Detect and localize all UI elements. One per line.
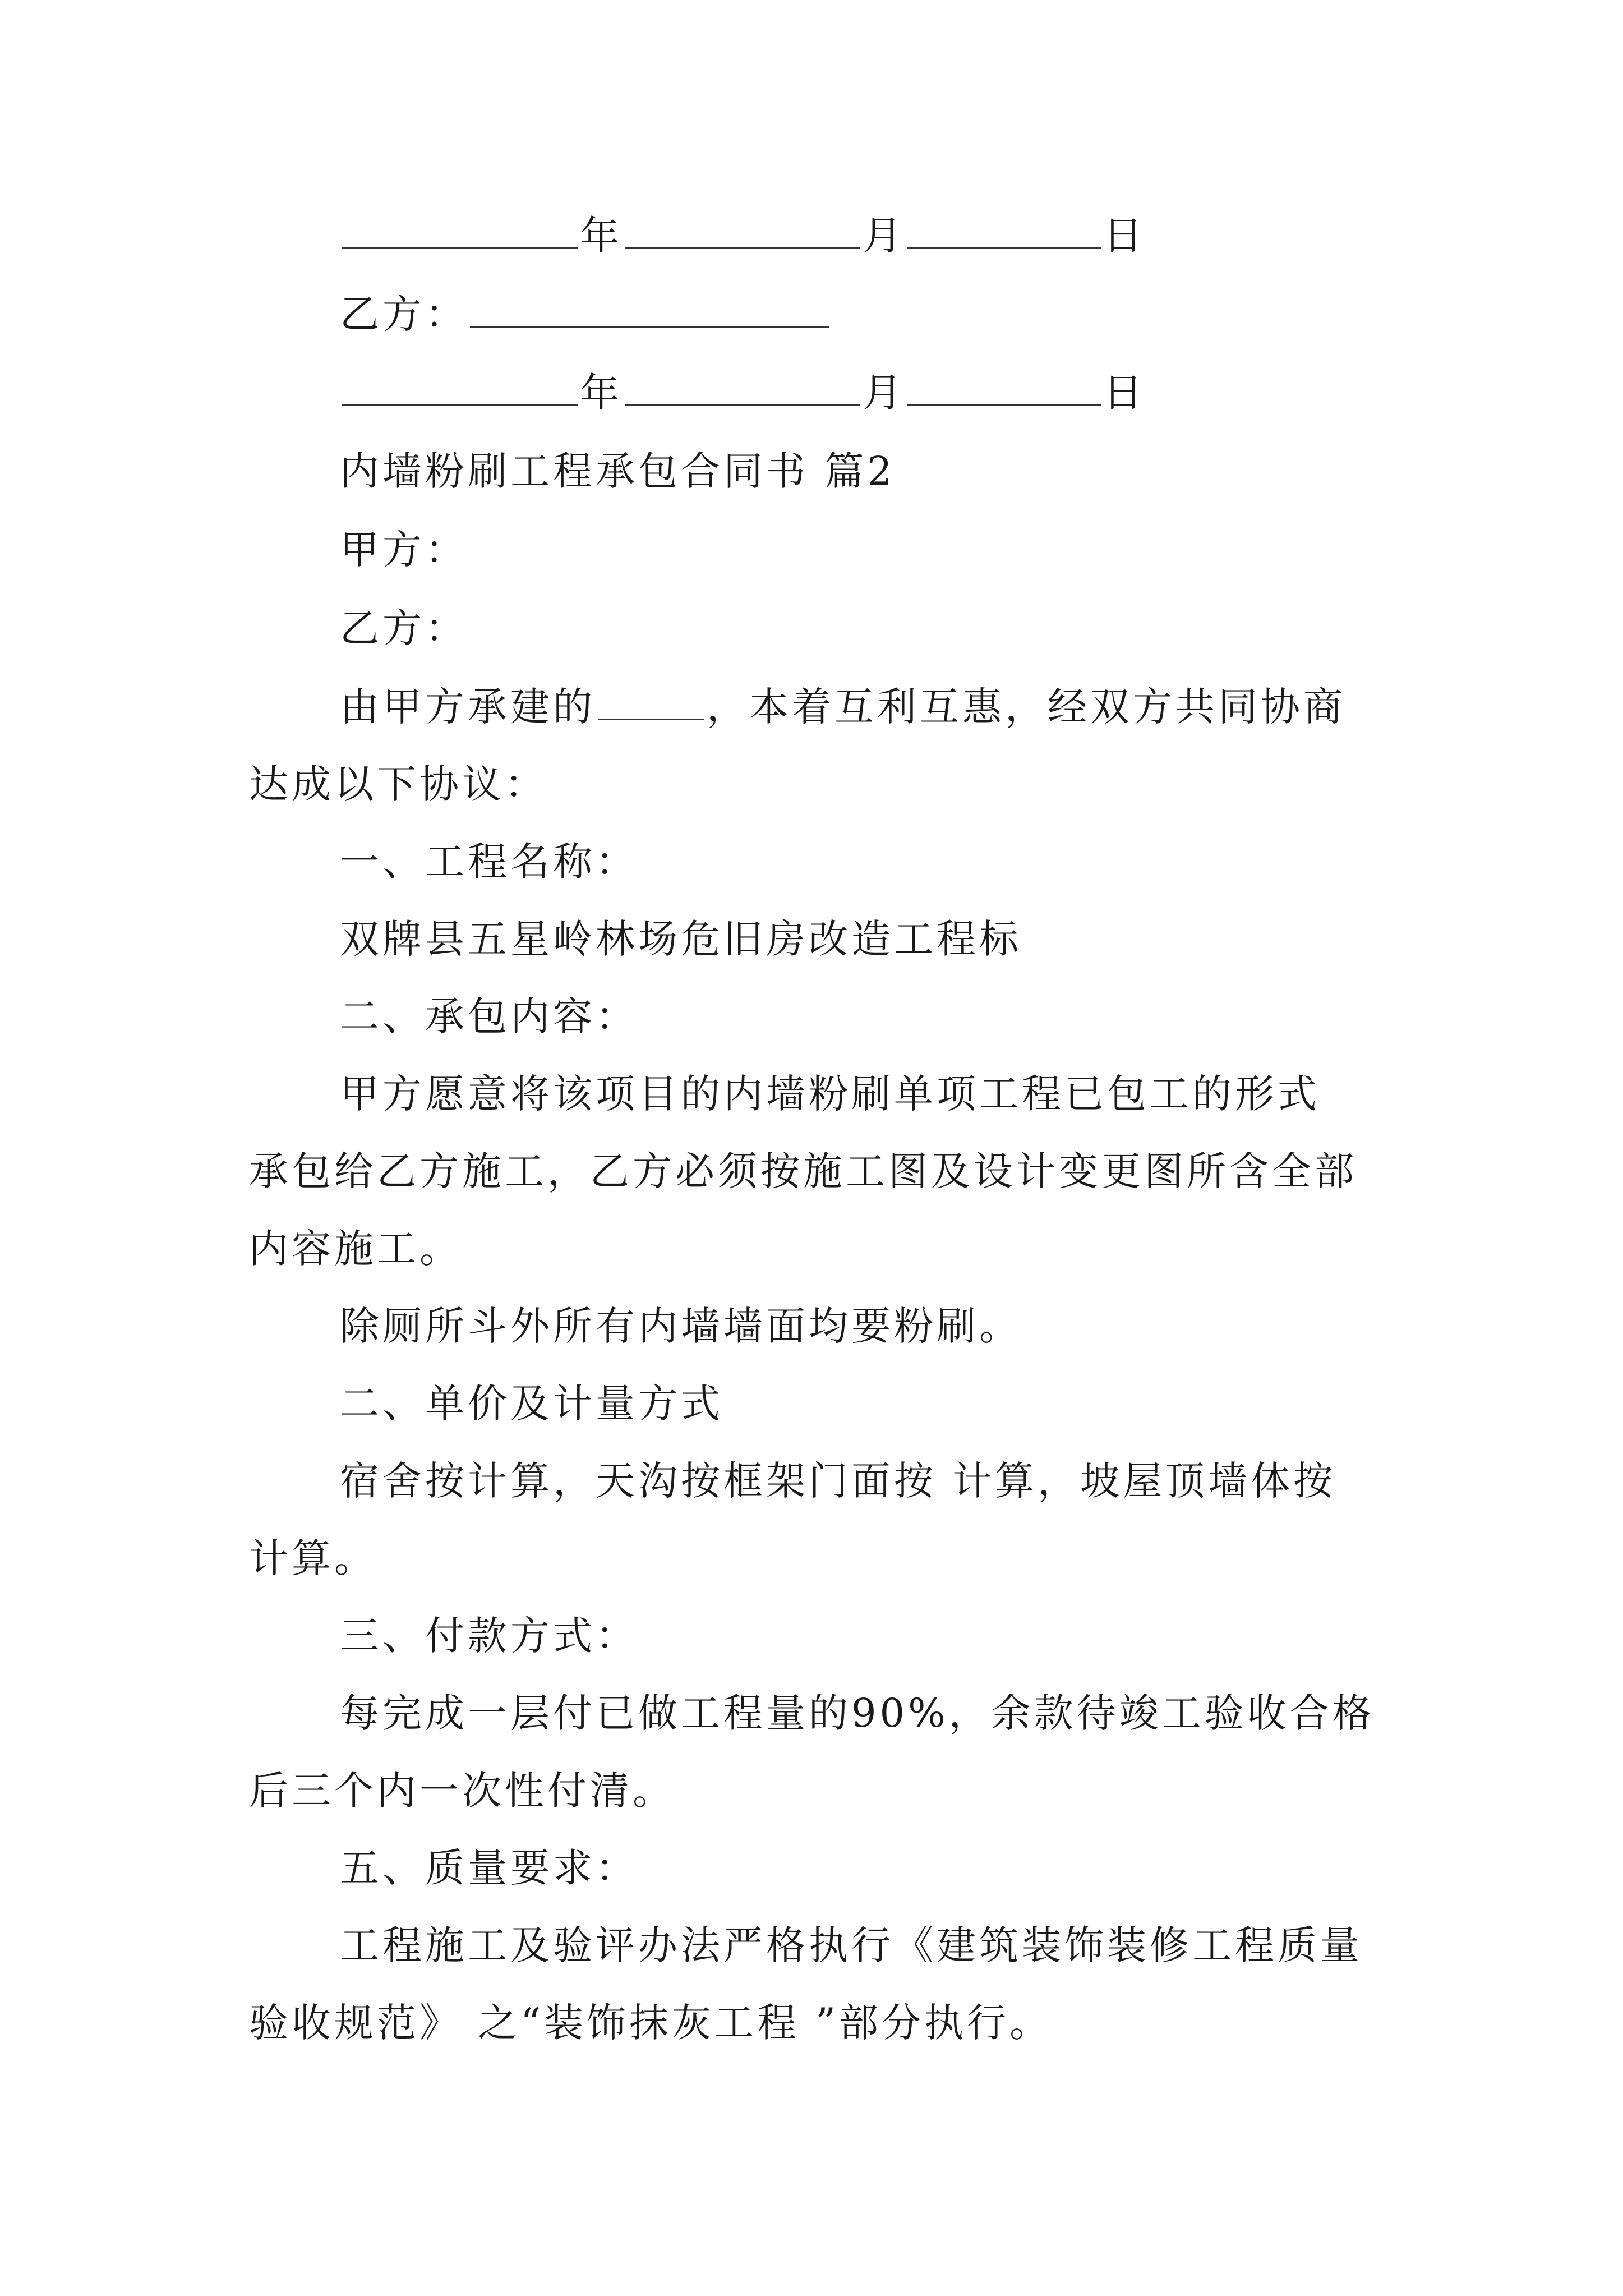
year-label: 年 <box>580 370 623 416</box>
section-5-line-2: 验收规范》 之“装饰抹灰工程 ”部分执行。 <box>249 2000 1053 2046</box>
month-label: 月 <box>863 370 905 416</box>
section-4-heading: 三、付款方式： <box>340 1613 638 1659</box>
month-label: 月 <box>863 213 905 259</box>
year-blank <box>342 365 578 406</box>
contract-title: 内墙粉刷工程承包合同书 篇2 <box>340 448 896 494</box>
project-blank <box>598 679 704 720</box>
section-2-line-3: 内容施工。 <box>249 1226 462 1272</box>
section-5-line-1: 工程施工及验评办法严格执行《建筑装饰装修工程质量 <box>340 1922 1363 1968</box>
signature-blank <box>470 287 829 328</box>
section-4-line-1: 每完成一层付已做工程量的90%，余款待竣工验收合格 <box>340 1690 1375 1736</box>
party-b-label: 乙方： <box>340 605 468 651</box>
section-2-note: 除厕所斗外所有内墙墙面均要粉刷。 <box>340 1303 1022 1349</box>
section-2-line-1: 甲方愿意将该项目的内墙粉刷单项工程已包工的形式 <box>340 1071 1320 1117</box>
party-a-label: 甲方： <box>340 527 468 573</box>
year-label: 年 <box>580 213 623 259</box>
section-3-line-2: 计算。 <box>249 1535 377 1581</box>
month-blank <box>625 208 860 249</box>
party-b-sign-label: 乙方： <box>340 291 468 337</box>
section-2-line-2: 承包给乙方施工，乙方必须按施工图及设计变更图所含全部 <box>249 1148 1357 1194</box>
month-blank <box>625 365 860 406</box>
section-1-heading: 一、工程名称： <box>340 839 638 885</box>
day-label: 日 <box>1103 370 1146 416</box>
section-3-heading: 二、单价及计量方式 <box>340 1381 723 1427</box>
section-3-line-1: 宿舍按计算，天沟按框架门面按 计算，坡屋顶墙体按 <box>340 1458 1336 1504</box>
section-4-line-2: 后三个内一次性付清。 <box>249 1768 675 1814</box>
intro-text-before: 由甲方承建的 <box>340 684 596 730</box>
day-blank <box>907 365 1101 406</box>
intro-line-2: 达成以下协议： <box>249 761 547 807</box>
day-blank <box>907 208 1101 249</box>
section-2-heading: 二、承包内容： <box>340 993 638 1039</box>
section-1-text: 双牌县五星岭林场危旧房改造工程标 <box>340 916 1022 962</box>
intro-text-after: ，本着互利互惠，经双方共同协商 <box>707 684 1346 730</box>
section-5-heading: 五、质量要求： <box>340 1845 638 1891</box>
day-label: 日 <box>1103 213 1146 259</box>
date-line-1 <box>340 208 1146 264</box>
intro-line-1 <box>340 679 1346 735</box>
year-blank <box>342 208 578 249</box>
date-line-2 <box>340 365 1146 421</box>
party-b-signature-line <box>340 286 831 342</box>
